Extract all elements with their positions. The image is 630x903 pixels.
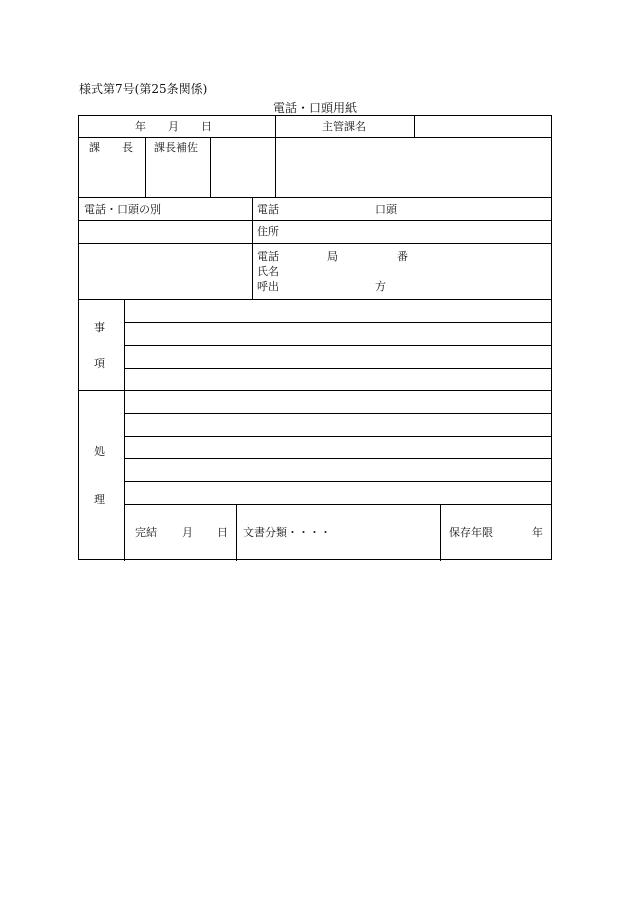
row4-left-field[interactable] [79,221,252,243]
row-divider [79,197,551,198]
handling-label-bottom: 理 [94,493,105,506]
approval-chief-label: 課 長 [89,141,133,154]
matters-label-bottom: 項 [94,357,105,370]
address-label: 住所 [257,225,279,238]
dept-label: 主管課名 [322,120,366,133]
handling-entry[interactable] [125,414,552,436]
handling-label-top: 処 [94,445,105,458]
handling-entry[interactable] [125,482,552,504]
name-label: 氏名 [257,265,279,278]
row-divider [124,504,551,505]
matters-entry[interactable] [125,323,552,345]
approval-seal-box[interactable] [276,138,552,197]
exchange-label: 局 [327,250,338,263]
page-heading: 様式第7号(第25条関係) [79,82,208,96]
approval-deputy-label: 課長補佐 [154,141,198,154]
contact-type-label: 電話・口頭の別 [84,203,161,216]
col-divider [236,504,237,561]
completion-label: 完結 [135,526,157,539]
row5-left-field[interactable] [79,244,252,299]
matters-entry[interactable] [125,346,552,368]
handling-entry[interactable] [125,391,552,413]
doc-class-label: 文書分類・・・・ [243,526,331,539]
form-table [78,115,552,560]
date-label: 年 月 日 [135,120,212,133]
matters-entry[interactable] [125,369,552,390]
form-title: 電話・口頭用紙 [272,101,357,115]
side-label: 方 [375,280,386,293]
completion-month-label: 月 [182,526,193,539]
matters-entry[interactable] [125,300,552,322]
tel-label: 電話 [257,250,279,263]
approval-seal-box[interactable] [211,138,275,197]
oral-option[interactable]: 口頭 [375,203,397,216]
completion-day-label: 日 [217,526,228,539]
number-label: 番 [397,250,408,263]
matters-label-top: 事 [94,321,105,334]
handling-entry[interactable] [125,437,552,458]
handling-entry[interactable] [125,459,552,481]
call-label: 呼出 [257,280,279,293]
retention-label: 保存年限 [449,526,493,539]
col-divider [440,504,441,561]
col-divider [252,197,253,299]
dept-value-field[interactable] [415,116,552,137]
retention-year-label: 年 [532,526,543,539]
col-divider [145,137,146,197]
phone-option[interactable]: 電話 [257,203,279,216]
